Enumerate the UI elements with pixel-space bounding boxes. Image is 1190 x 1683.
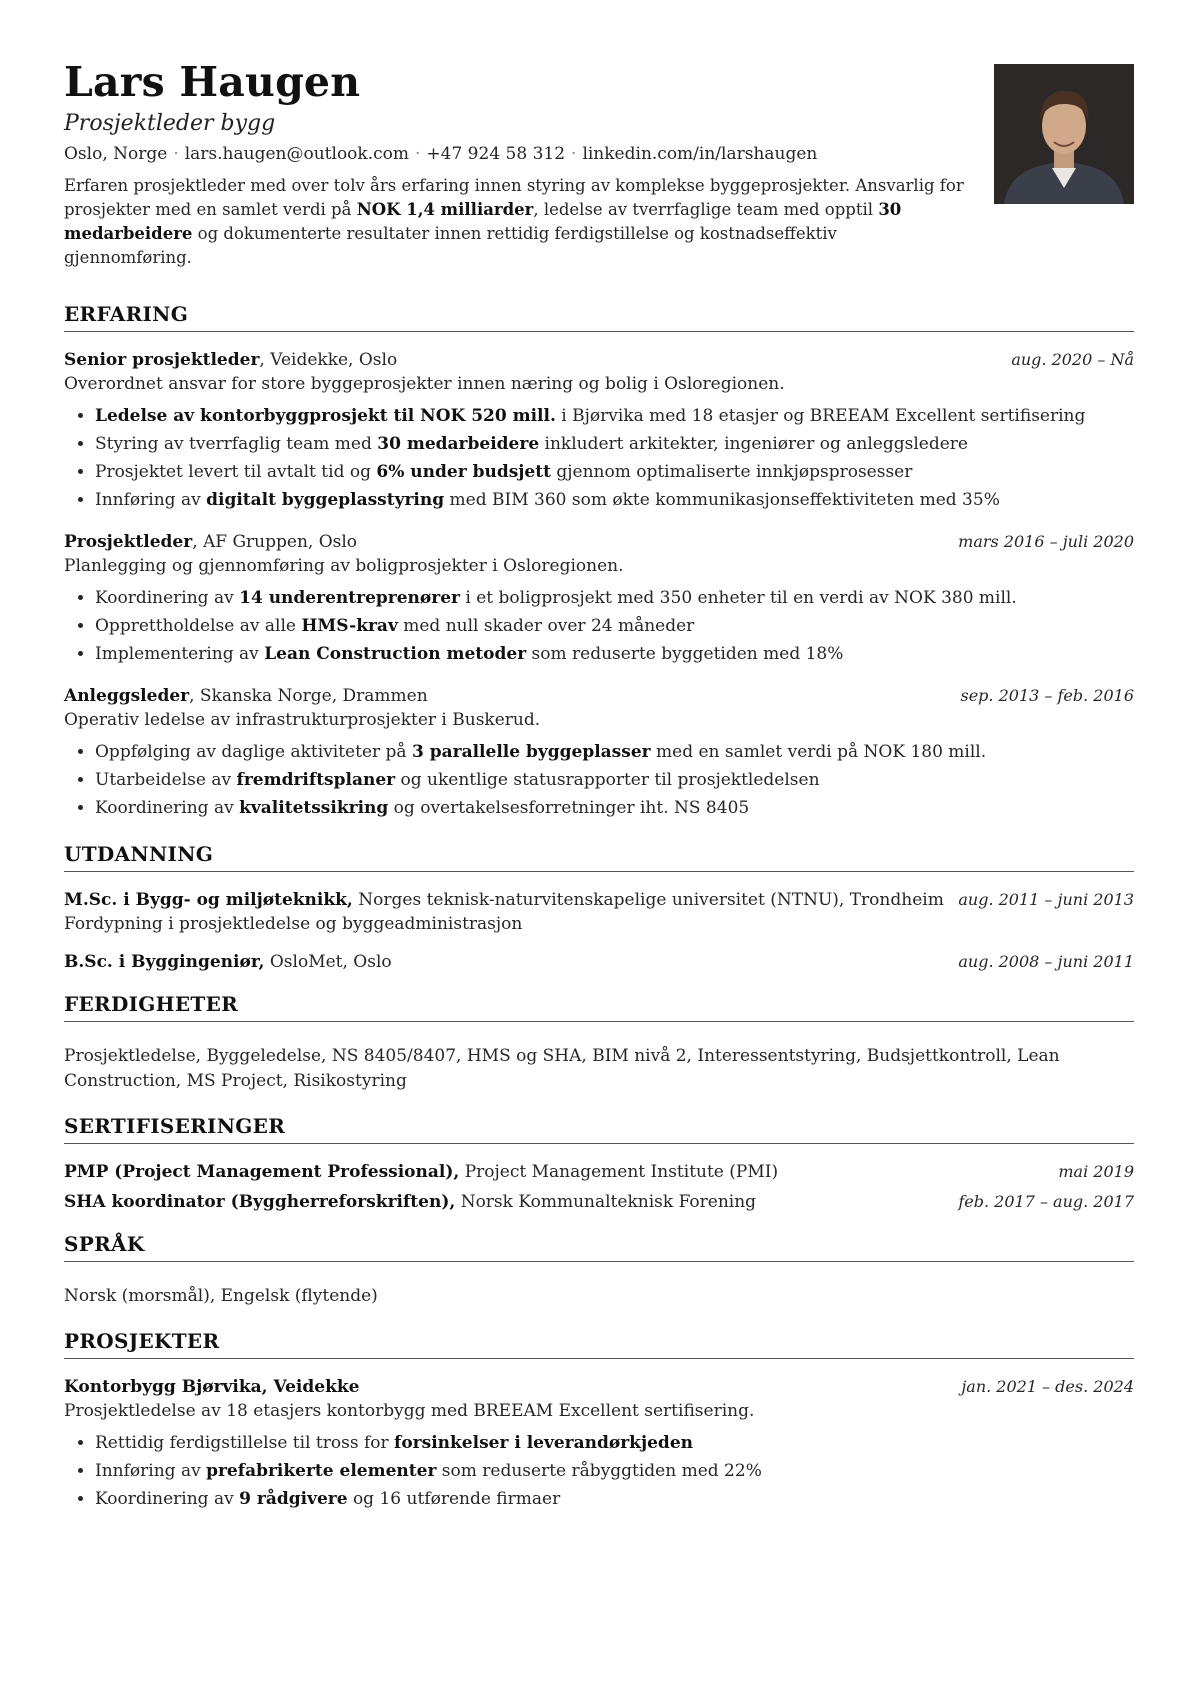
text-segment: Oppfølging av daglige aktiviteter på xyxy=(95,742,412,762)
text-segment: Implementering av xyxy=(95,644,265,664)
separator: · xyxy=(415,144,421,165)
bullet-item xyxy=(95,1485,1134,1513)
degree: B.Sc. i Byggingeniør, xyxy=(64,952,265,972)
emphasis-text: forsinkelser i leverandørkjeden xyxy=(394,1433,693,1453)
entry-heading xyxy=(64,686,428,706)
date-range: jan. 2021 – des. 2024 xyxy=(961,1377,1134,1396)
emphasis-text: prefabrikerte elementer xyxy=(206,1461,437,1481)
emphasis-text: NOK 1,4 milliarder xyxy=(356,200,534,220)
bullet-item xyxy=(95,402,1134,430)
education-entry xyxy=(64,890,1134,934)
education-section xyxy=(64,842,1134,972)
entry-header xyxy=(64,1162,1134,1182)
project-name: Kontorbygg Bjørvika, Veidekke xyxy=(64,1377,360,1397)
education-entry xyxy=(64,952,1134,972)
text-segment: med BIM 360 som økte kommunikasjonseffektiviteten med 35% xyxy=(444,490,1000,510)
bullet-item xyxy=(95,766,1134,794)
section-title: UTDANNING xyxy=(64,842,1134,872)
school: Norges teknisk-naturvitenskapelige universitet (NTNU), Trondheim xyxy=(352,890,944,910)
degree: M.Sc. i Bygg- og miljøteknikk, xyxy=(64,890,353,910)
text-segment: og overtakelsesforretninger iht. NS 8405 xyxy=(388,798,750,818)
experience-entry xyxy=(64,532,1134,668)
entry-header xyxy=(64,1377,1134,1397)
section-title: FERDIGHETER xyxy=(64,992,1134,1022)
bullet-list xyxy=(64,584,1134,668)
profile-photo xyxy=(994,64,1134,204)
entry-header xyxy=(64,350,1134,370)
separator: · xyxy=(571,144,577,165)
entry-description: Overordnet ansvar for store byggeprosjekter innen næring og bolig i Osloregionen. xyxy=(64,374,785,394)
project-entry xyxy=(64,1377,1134,1513)
emphasis-text: 14 underentreprenører xyxy=(239,588,460,608)
organization: , Skanska Norge, Drammen xyxy=(189,686,428,706)
entry-description: Planlegging og gjennomføring av boligprosjekter i Osloregionen. xyxy=(64,556,624,576)
text-segment: inkludert arkitekter, ingeniører og anleggsledere xyxy=(539,434,968,454)
emphasis-text: 30 medarbeidere xyxy=(64,200,902,244)
bullet-item xyxy=(95,794,1134,822)
resume-header xyxy=(64,60,1134,282)
entry-description: Fordypning i prosjektledelse og byggeadministrasjon xyxy=(64,914,523,934)
date-range: aug. 2011 – juni 2013 xyxy=(958,890,1134,909)
bullet-item xyxy=(95,1457,1134,1485)
entry-header xyxy=(64,890,1134,910)
bullet-list xyxy=(64,1429,1134,1513)
text-segment: Opprettholdelse av alle xyxy=(95,616,302,636)
date-range: mai 2019 xyxy=(1058,1162,1134,1181)
text-segment: Styring av tverrfaglig team med xyxy=(95,434,378,454)
role: Anleggsleder xyxy=(64,686,190,706)
certification-entry xyxy=(64,1162,1134,1182)
organization: , Veidekke, Oslo xyxy=(259,350,398,370)
role: Senior prosjektleder xyxy=(64,350,260,370)
text-segment: og ukentlige statusrapporter til prosjektledelsen xyxy=(395,770,820,790)
experience-section xyxy=(64,302,1134,822)
bullet-item xyxy=(95,458,1134,486)
text-segment: som reduserte råbyggtiden med 22% xyxy=(436,1461,762,1481)
entry-heading xyxy=(64,350,397,370)
text-segment: Innføring av xyxy=(95,1461,207,1481)
text-segment: Rettidig ferdigstillelse til tross for xyxy=(95,1433,395,1453)
entry-heading xyxy=(64,890,944,910)
bullet-item xyxy=(95,584,1134,612)
emphasis-text: Lean Construction metoder xyxy=(264,644,527,664)
emphasis-text: kvalitetssikring xyxy=(239,798,389,818)
issuer: Project Management Institute (PMI) xyxy=(459,1162,779,1182)
skills-section xyxy=(64,992,1134,1094)
languages-section xyxy=(64,1232,1134,1309)
emphasis-text: 30 medarbeidere xyxy=(377,434,540,454)
entry-header xyxy=(64,1192,1134,1212)
text-segment: med en samlet verdi på NOK 180 mill. xyxy=(650,742,987,762)
skills-text: Prosjektledelse, Byggeledelse, NS 8405/8407, HMS og SHA, BIM nivå 2, Interessentstyring, Budsjettkontroll, Lean Construction, MS Project, Risikostyring xyxy=(64,1046,1060,1091)
email-link[interactable]: lars.haugen@outlook.com xyxy=(184,144,409,165)
text-segment: Utarbeidelse av xyxy=(95,770,237,790)
phone: +47 924 58 312 xyxy=(426,144,566,165)
bullet-item xyxy=(95,1429,1134,1457)
emphasis-text: Ledelse av kontorbyggprosjekt til NOK 520 mill. xyxy=(95,406,556,426)
bullet-item xyxy=(95,430,1134,458)
location: Oslo, Norge xyxy=(64,144,168,165)
bullet-item xyxy=(95,612,1134,640)
text-segment: , ledelse av tverrfaglige team med opptil xyxy=(533,200,879,220)
issuer: Norsk Kommunalteknisk Forening xyxy=(455,1192,757,1212)
bullet-item xyxy=(95,640,1134,668)
languages-text: Norsk (morsmål), Engelsk (flytende) xyxy=(64,1286,378,1306)
text-segment: Erfaren prosjektleder med over tolv års erfaring innen styring av komplekse byggeprosjekter. Ansvarlig for prosjekter med en samlet verdi på xyxy=(64,176,964,220)
candidate-name: Lars Haugen xyxy=(64,58,361,106)
text-segment: Innføring av xyxy=(95,490,207,510)
job-title: Prosjektleder bygg xyxy=(64,111,276,137)
contact-line xyxy=(64,144,1134,164)
organization: , AF Gruppen, Oslo xyxy=(192,532,358,552)
entry-heading xyxy=(64,952,392,972)
date-range: aug. 2020 – Nå xyxy=(1011,350,1134,369)
emphasis-text: 6% under budsjett xyxy=(376,462,551,482)
resume-content xyxy=(64,60,1134,1513)
certification-name: PMP (Project Management Professional), xyxy=(64,1162,460,1182)
certifications-section xyxy=(64,1114,1134,1212)
text-segment: i et boligprosjekt med 350 enheter til en verdi av NOK 380 mill. xyxy=(459,588,1017,608)
experience-entry xyxy=(64,350,1134,514)
role: Prosjektleder xyxy=(64,532,193,552)
text-segment: Koordinering av xyxy=(95,798,240,818)
text-segment: som reduserte byggetiden med 18% xyxy=(526,644,844,664)
text-segment: med null skader over 24 måneder xyxy=(397,616,695,636)
entry-heading xyxy=(64,1162,778,1182)
section-title: SERTIFISERINGER xyxy=(64,1114,1134,1144)
experience-entry xyxy=(64,686,1134,822)
bullet-item xyxy=(95,738,1134,766)
bullet-list xyxy=(64,738,1134,822)
entry-description: Operativ ledelse av infrastrukturprosjekter i Buskerud. xyxy=(64,710,541,730)
section-title: SPRÅK xyxy=(64,1232,1134,1262)
bullet-list xyxy=(64,402,1134,514)
emphasis-text: 3 parallelle byggeplasser xyxy=(411,742,651,762)
emphasis-text: digitalt byggeplasstyring xyxy=(206,490,445,510)
projects-section xyxy=(64,1329,1134,1513)
profile-photo-icon xyxy=(994,64,1134,204)
entry-heading xyxy=(64,532,357,552)
entry-description: Prosjektledelse av 18 etasjers kontorbygg med BREEAM Excellent sertifisering. xyxy=(64,1401,755,1421)
date-range: sep. 2013 – feb. 2016 xyxy=(960,686,1134,705)
text-segment: i Bjørvika med 18 etasjer og BREEAM Excellent sertifisering xyxy=(555,406,1086,426)
emphasis-text: HMS-krav xyxy=(301,616,398,636)
text-segment: Prosjektet levert til avtalt tid og xyxy=(95,462,377,482)
separator: · xyxy=(173,144,179,165)
text-segment: Koordinering av xyxy=(95,1489,240,1509)
certification-entry xyxy=(64,1192,1134,1212)
entry-header xyxy=(64,686,1134,706)
entry-header xyxy=(64,532,1134,552)
entry-header xyxy=(64,952,1134,972)
text-segment: og dokumenterte resultater innen rettidig ferdigstillelse og kostnadseffektiv gjennomføring. xyxy=(64,224,837,268)
date-range: aug. 2008 – juni 2011 xyxy=(958,952,1134,971)
date-range: feb. 2017 – aug. 2017 xyxy=(958,1192,1134,1211)
date-range: mars 2016 – juli 2020 xyxy=(958,532,1134,551)
section-title: PROSJEKTER xyxy=(64,1329,1134,1359)
school: OsloMet, Oslo xyxy=(264,952,392,972)
emphasis-text: fremdriftsplaner xyxy=(236,770,396,790)
emphasis-text: 9 rådgivere xyxy=(239,1489,348,1509)
text-segment: Koordinering av xyxy=(95,588,240,608)
section-title: ERFARING xyxy=(64,302,1134,332)
summary xyxy=(64,174,964,270)
entry-heading xyxy=(64,1192,756,1212)
text-segment: og 16 utførende firmaer xyxy=(347,1489,561,1509)
text-segment: gjennom optimaliserte innkjøpsprosesser xyxy=(550,462,913,482)
bullet-item xyxy=(95,486,1134,514)
certification-name: SHA koordinator (Byggherreforskriften), xyxy=(64,1192,456,1212)
linkedin-link[interactable]: linkedin.com/in/larshaugen xyxy=(582,144,818,165)
